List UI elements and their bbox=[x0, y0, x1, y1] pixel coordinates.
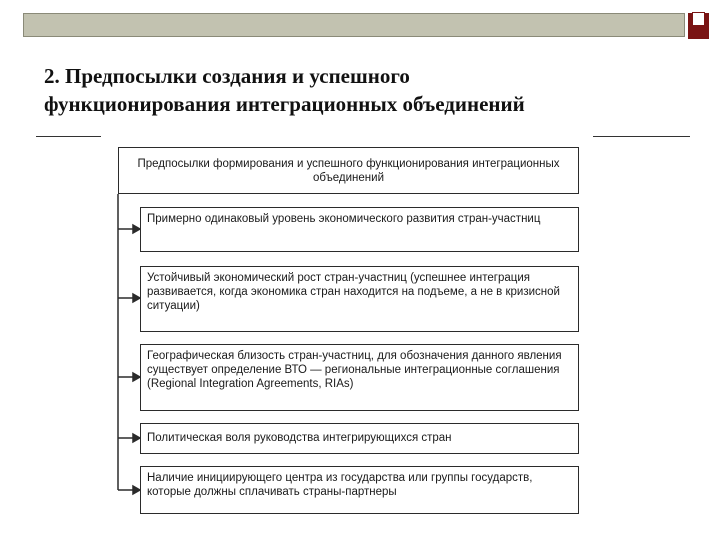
arrow-head-2 bbox=[133, 294, 140, 302]
diagram-header-box: Предпосылки формирования и успешного функционирования интеграционных объединений bbox=[118, 147, 579, 194]
slide-title-line-2: функционирования интеграционных объединений bbox=[44, 92, 525, 116]
arrow-head-1 bbox=[133, 225, 140, 233]
arrow-head-4 bbox=[133, 434, 140, 442]
arrow-head-5 bbox=[133, 486, 140, 494]
prerequisite-box-4: Политическая воля руководства интегрирующихся стран bbox=[140, 423, 579, 454]
arrow-head-3 bbox=[133, 373, 140, 381]
slide-title-line-1: 2. Предпосылки создания и успешного bbox=[44, 64, 410, 88]
prerequisite-box-2: Устойчивый экономический рост стран-участниц (успешнее интеграция развивается, когда экономика стран находится на подъеме, а не в кризисной ситуации) bbox=[140, 266, 579, 332]
prerequisite-box-5: Наличие инициирующего центра из государства или группы государств, которые должны сплачивать страны-партнеры bbox=[140, 466, 579, 514]
prerequisite-box-1: Примерно одинаковый уровень экономического развития стран-участниц bbox=[140, 207, 579, 252]
prerequisite-box-3: Географическая близость стран-участниц, для обозначения данного явления существует определение ВТО — региональные интеграционные соглашения (Regional Integration Agreements, RIAs) bbox=[140, 344, 579, 411]
